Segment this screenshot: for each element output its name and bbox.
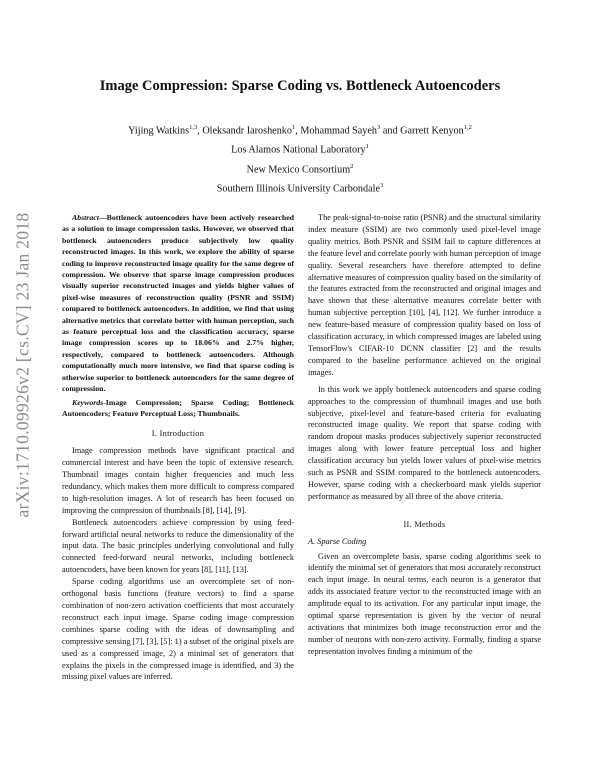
abstract [62, 212, 294, 395]
right-column [308, 212, 541, 658]
author-name: Yijing Watkins [128, 125, 190, 137]
author-sup: 3 [377, 124, 381, 131]
subsection-heading: A. Sparse Coding [308, 536, 367, 546]
affiliation-text: New Mexico Consortium [246, 164, 351, 176]
paragraph: Given an overcomplete basis, sparse coding algorithms seek to identify the minimal set of generators that most accurately reconstruct each input image. In neural terms, each neuron is a generator that adds its associated feature vector to the reconstructed image with an amplitude equal to its activation. For any particular input image, the optimal sparse representation is given by the vector of neural activations that minimizes both image reconstruction error and the number of neurons with non-zero activity. Formally, finding a sparse representation involves finding a minimum of the [308, 551, 541, 656]
affiliation [0, 159, 600, 178]
author-name: Garrett Kenyon [400, 125, 464, 137]
keywords [62, 397, 294, 420]
left-column [62, 212, 294, 683]
author-name: Oleksandr Iaroshenko [202, 125, 292, 137]
affiliation [0, 178, 600, 197]
author-sup: 1,2 [463, 124, 472, 131]
keywords-text: -Image Compression; Sparse Coding; Bottleneck Autoencoders; Feature Perceptual Loss; Thumbnails. [62, 397, 294, 418]
affiliation-sup: 2 [350, 162, 354, 170]
author-name: Mohammad Sayeh [300, 125, 378, 137]
abstract-text: —Bottleneck autoencoders have been actively researched as a solution to image compression tasks. However, we observed that bottleneck autoencoders produce subjectively low quality reconstructed images. In this work, we explore the ability of sparse coding to improve reconstructed image quality for the same degree of compression. We observe that sparse image compression produces visually superior reconstructed images and yields higher values of pixel-wise measures of reconstruction quality (PSNR and SSIM) compared to bottleneck autoencoders. In addition, we find that using alternative metrics that correlate better with human perception, such as feature perceptual loss and the classification accuracy, sparse image compression scores up to 18.06% and 2.7% higher, respectively, compared to bottleneck autoencoders. Although computationally much more intensive, we find that sparse coding is otherwise superior to bottleneck autoencoders for the same degree of compression. [62, 213, 294, 394]
author-sup: 1 [292, 124, 296, 131]
paragraph: The peak-signal-to-noise ratio (PSNR) and the structural similarity index measure (SSIM) are two commonly used pixel-level image quality metrics. Both PSNR and SSIM fail to capture differences at the feature level and correlate poorly with human perception of image quality. Several researchers have therefore attempted to define alternative measures of compression quality based on the similarity of the features extracted from the reconstructed and original images and have shown that these alternative measures correlate better with human subjective perception [10], [4], [12]. We further introduce a new feature-based measure of compression quality based on loss of classification accuracy, in which compressed images are labeled using TensorFlow's CIFAR-10 DCNN classifier [2] and the results compared to the baseline performance achieved on the original images. [308, 213, 541, 377]
affiliation-text: Los Alamos National Laboratory [231, 144, 366, 156]
section-heading: I. Introduction [151, 429, 205, 439]
section-heading: II. Methods [403, 519, 446, 529]
paragraph: Bottleneck autoencoders achieve compression by using feed-forward artificial neural networks to reduce the dimensionality of the input data. The basic principles underlying convolutional and fully connected feed-forward neural networks, including bottleneck autoencoders, have been known for years [8], [11], [13]. [62, 517, 294, 575]
arxiv-stamp [4, 180, 42, 550]
paper-title: Image Compression: Sparse Coding vs. Bottleneck Autoencoders [99, 78, 501, 94]
paragraph: In this work we apply bottleneck autoencoders and sparse coding approaches to the compression of thumbnail images and use both subjective, pixel-level and feature-based criteria for evaluating reconstructed image quality. We report that sparse coding with random dropout masks produces subjectively superior reconstructed images along with lower feature perceptual loss and higher classification accuracy but yields lower values of pixel-wise metrics such as PSNR and SSIM compared to the bottleneck autoencoders. However, sparse coding with a checkerboard mask yields superior performance as measured by all three of the above criteria. [308, 384, 541, 501]
affiliation [0, 139, 600, 158]
author-block [0, 120, 600, 198]
paragraph: Sparse coding algorithms use an overcomplete set of non-orthogonal basis functions (feature vectors) to find a sparse combination of non-zero activation coefficients that most accurately reconstruct each input image. Sparse coding image compression combines sparse coding with the ideas of downsampling and compressive sensing [7], [3], [5]: 1) a subset of the original pixels are used as a compressed image, 2) a minimal set of generators that explains the pixels in the compressed image is identified, and 3) the missing pixel values are inferred. [62, 577, 294, 682]
author-sup: 1,3 [189, 124, 198, 131]
arxiv-stamp-text: arXiv:1710.09926v2 [cs.CV] 23 Jan 2018 [12, 212, 33, 518]
affiliation-text: Southern Illinois University Carbondale [216, 183, 380, 195]
affiliation-sup: 1 [365, 143, 369, 151]
author-and: and [382, 125, 398, 137]
affiliation-sup: 3 [380, 182, 384, 190]
keywords-label: Keywords [72, 397, 104, 407]
paragraph: Image compression methods have significant practical and commercial interest and have been the topic of extensive research. Thumbnail images contain higher frequencies and much less redundancy, which makes them more difficult to compress compared to high-resolution images. A lot of research has been focused on improving the compression of thumbnails [8], [14], [9]. [62, 446, 294, 515]
author-names: Yijing Watkins$^{1,3}$, Oleksandr Iaroshenko$^1$, Mohammad Sayeh$^3$ and Garrett Kenyon$^{1,2}$ [128, 124, 472, 137]
abstract-label: Abstract [72, 213, 99, 222]
